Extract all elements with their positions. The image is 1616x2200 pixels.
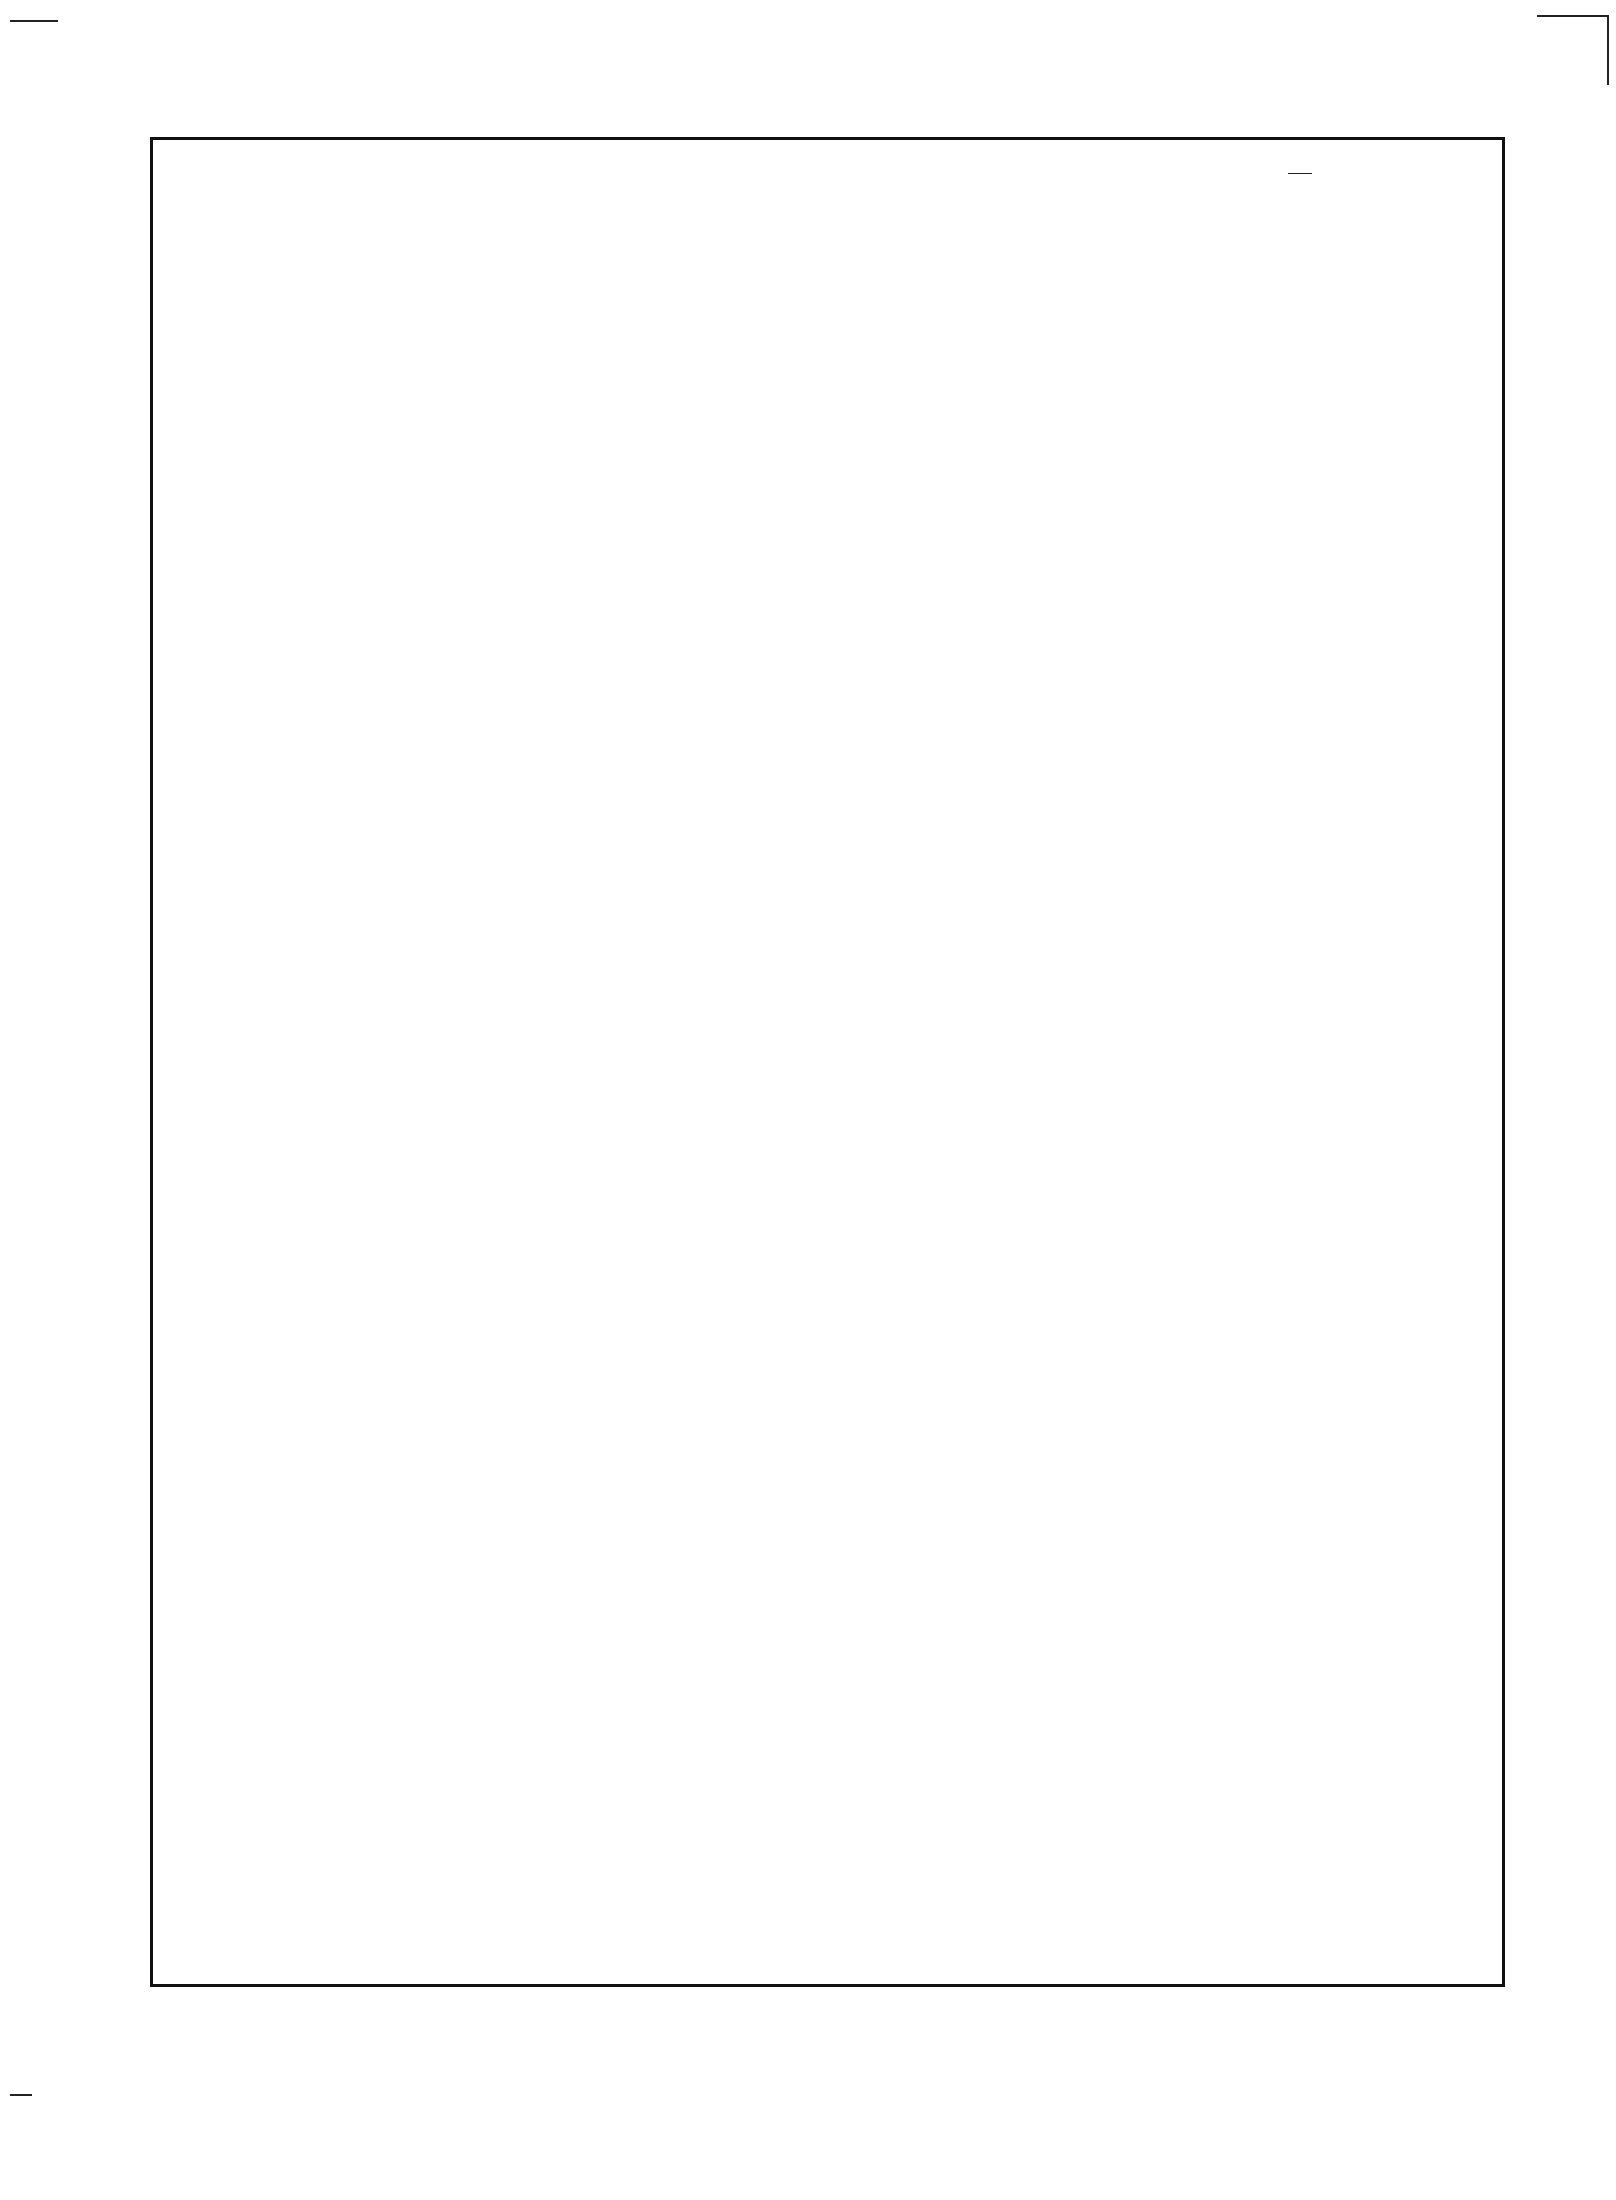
corner-mark-top-right bbox=[1537, 15, 1609, 17]
corner-mark-top-left bbox=[10, 20, 58, 22]
sheet-total bbox=[1300, 148, 1312, 174]
sheet-number bbox=[1288, 148, 1312, 173]
corner-mark-bottom-left bbox=[10, 2094, 32, 2096]
corner-mark-top-right-vertical bbox=[1607, 15, 1609, 85]
sheet-num bbox=[1288, 148, 1300, 174]
form-frame bbox=[150, 137, 1505, 1987]
